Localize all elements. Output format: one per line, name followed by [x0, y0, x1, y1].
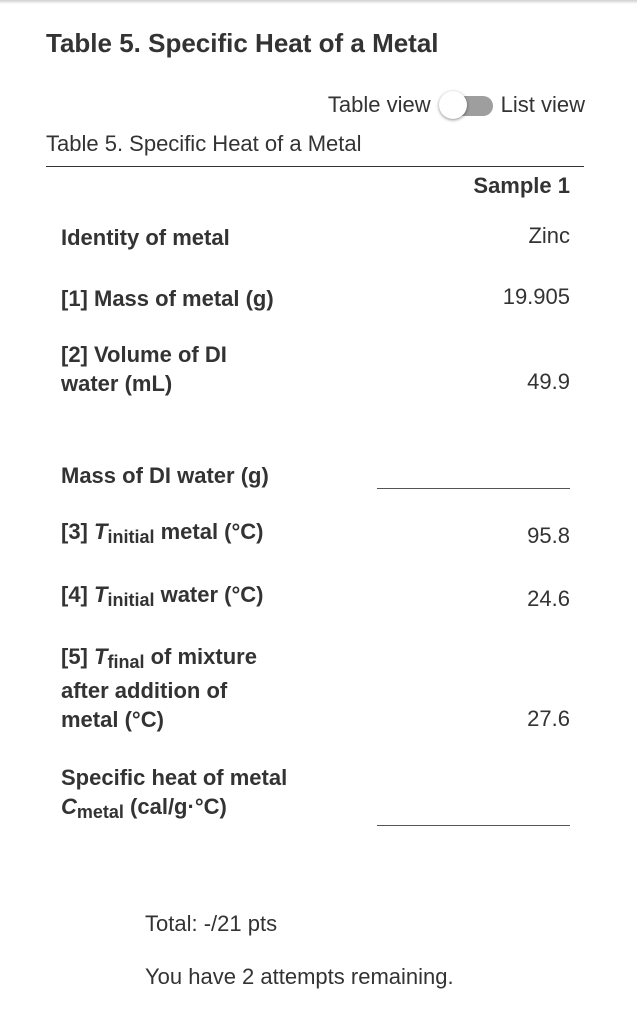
row-label-line: [61, 642, 257, 671]
table-view-label: Table view: [327, 92, 431, 117]
view-toggle: [328, 90, 585, 120]
row-label-volume-water: [61, 340, 227, 398]
row-label-t-initial-metal: [61, 517, 264, 546]
mass-water-input[interactable]: [377, 464, 570, 489]
label-prefix: [5]: [61, 644, 94, 669]
row-label-line: after addition of: [61, 678, 228, 703]
label-suffix: metal (°C): [154, 519, 264, 544]
temperature-symbol: T: [94, 582, 108, 607]
subscript-text: final: [107, 652, 145, 672]
view-toggle-switch[interactable]: [439, 90, 495, 120]
total-score: Total: -/21 pts: [145, 911, 278, 936]
column-header-sample-1: Sample 1: [473, 173, 570, 198]
row-label-identity: Identity of metal: [61, 225, 230, 250]
page-title: Table 5. Specific Heat of a Metal: [46, 28, 439, 58]
row-label-t-initial-water: [61, 580, 264, 609]
label-suffix: water (°C): [154, 582, 264, 607]
row-value-identity: Zinc: [528, 223, 570, 248]
toggle-thumb: [439, 91, 467, 119]
row-label-specific-heat: [61, 763, 287, 821]
subscript-text: initial: [107, 590, 155, 610]
subscript-text: metal: [76, 802, 124, 822]
label-suffix: (cal/g·°C): [123, 794, 227, 819]
top-edge-shadow: [0, 0, 637, 4]
row-value-t-final: 27.6: [527, 706, 570, 731]
heat-capacity-symbol: C: [61, 794, 77, 819]
caption-divider: [46, 166, 584, 167]
subscript-text: initial: [107, 527, 155, 547]
attempts-remaining: You have 2 attempts remaining.: [145, 964, 454, 989]
label-prefix: [4]: [61, 582, 94, 607]
temperature-symbol: T: [94, 644, 108, 669]
row-label-line: [2] Volume of DI: [61, 342, 227, 367]
label-prefix: [3]: [61, 519, 94, 544]
row-label-line: water (mL): [61, 371, 173, 396]
row-value-t-initial-water: 24.6: [527, 586, 570, 611]
list-view-label: List view: [500, 92, 585, 117]
row-label-line: metal (°C): [61, 707, 164, 732]
row-value-volume-water: 49.9: [527, 369, 570, 394]
row-label-line: Specific heat of metal: [61, 765, 288, 790]
row-label-line: [61, 792, 287, 821]
row-value-t-initial-metal: 95.8: [527, 523, 570, 548]
row-label-mass-water: Mass of DI water (g): [61, 463, 269, 488]
temperature-symbol: T: [94, 519, 108, 544]
row-value-mass-metal: 19.905: [502, 284, 570, 309]
row-label-t-final: [61, 642, 257, 734]
table-caption: Table 5. Specific Heat of a Metal: [46, 131, 362, 156]
specific-heat-input[interactable]: [377, 801, 570, 826]
row-label-mass-metal: [1] Mass of metal (g): [61, 286, 274, 311]
label-suffix: of mixture: [144, 644, 257, 669]
